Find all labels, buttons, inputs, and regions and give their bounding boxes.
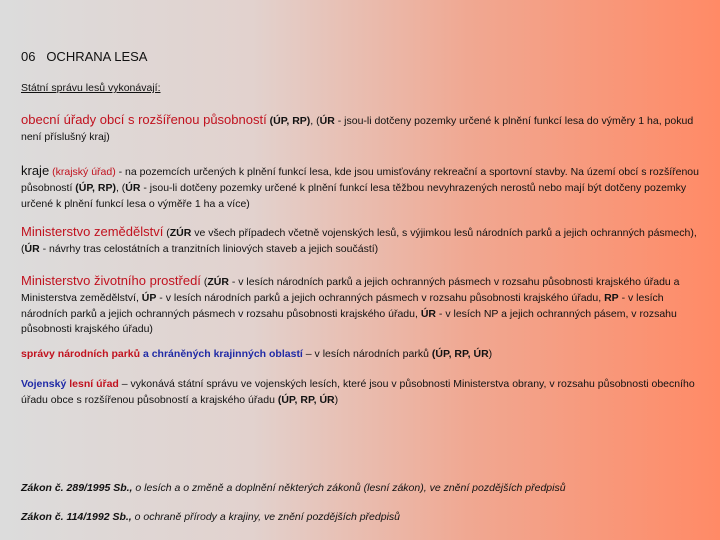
item-abbr: ÚR (420, 307, 436, 320)
item-text: - v lesích národních parků a jejich ochranných pásmech v rozsahu působnosti krajského úřadu, (156, 291, 605, 304)
item-text: ) (488, 348, 493, 360)
item-ministerstvo-zivotniho-prostredi (21, 271, 701, 338)
item-abbr: RP (604, 291, 619, 304)
law-desc: o ochraně přírody a krajiny, ve znění pozdějších předpisů (131, 511, 400, 523)
law-reference (21, 511, 400, 523)
item-spravy-narodnich-parku (21, 347, 701, 363)
item-abbr: (ÚP, RP, ÚR (431, 348, 489, 360)
item-text: , ( (115, 181, 126, 194)
item-name: správy národních parků (21, 348, 141, 360)
item-name: obecní úřady obcí s rozšířenou působností (21, 112, 267, 127)
item-text: ve všech případech včetně vojenských lesů, s výjimkou lesů národních parků a jejich ochranných pásmech), ( (21, 227, 697, 255)
item-abbr: (ÚP, RP, ÚR (277, 393, 335, 406)
law-ref: Zákon č. 114/1992 Sb., (21, 511, 132, 523)
item-abbr: ÚR (24, 242, 40, 255)
item-abbr: (ÚP, RP) (75, 181, 116, 194)
item-text: - jsou-li dotčeny pozemky určené k plnění funkcí lesa do výměry 1 ha, pokud není příslušný kraj) (21, 115, 694, 143)
item-abbr: (ÚP, RP) (269, 115, 311, 127)
item-text: - návrhy tras celostátních a tranzitních liniových staveb a jejich součástí) (39, 242, 379, 255)
intro-text: Státní správu lesů vykonávají: (21, 82, 161, 94)
item-text: – v lesích národních parků (302, 348, 432, 360)
item-obecni-urady (21, 110, 701, 146)
item-sub: (krajský úřad) (52, 166, 116, 178)
law-desc: o lesích a o změně a doplnění některých zákonů (lesní zákon), ve znění pozdějších předpisů (132, 482, 566, 494)
item-text: , ( (310, 115, 320, 127)
item-name: Ministerstvo životního prostředí (21, 273, 201, 288)
item-name: Vojenský (21, 378, 67, 390)
item-abbr: ÚR (125, 181, 141, 194)
item-abbr: ZÚR (169, 227, 192, 239)
item-kraje (21, 161, 701, 212)
item-vojensky-lesni-urad (21, 377, 701, 409)
item-text: - jsou-li dotčeny pozemky určené k plnění funkcí lesa těžbou nevyhrazených nerostů nebo mají být dotčeny pozemky určené k plnění funkcí lesa o výměře 1 ha a více) (21, 181, 687, 210)
page-title (21, 49, 147, 64)
item-name: kraje (21, 163, 50, 178)
item-text: - v lesích národních parků a jejich ochranných pásmech v rozsahu působnosti krajského úřadu, (21, 291, 664, 320)
item-name: lesní úřad (66, 378, 119, 390)
item-text: - v lesích NP a jejich ochranných pásem, v rozsahu působnosti krajského úřadu) (21, 307, 677, 336)
law-reference (21, 482, 566, 494)
item-text: - na pozemcích určených k plnění funkcí lesa, kde jsou umisťovány rekreační a sportovní stavby. Na území obcí s rozšířenou působností (21, 166, 699, 194)
item-abbr: ZÚR (207, 276, 229, 288)
item-text: – vykonává státní správu ve vojenských lesích, které jsou v působnosti Ministerstva obrany, v rozsahu působnosti obecního úřadu obce s rozšířenou působností a krajského úřadu (21, 378, 695, 406)
item-text: ( (200, 276, 208, 288)
item-ministerstvo-zemedelstvi (21, 222, 701, 258)
section-title: OCHRANA LESA (46, 49, 148, 64)
item-text: ( (163, 227, 170, 239)
law-ref: Zákon č. 289/1995 Sb., (21, 482, 133, 494)
item-name: Ministerstvo zemědělství (21, 224, 164, 239)
item-abbr: ÚR (319, 115, 335, 127)
item-abbr: ÚP (141, 291, 157, 304)
item-text: - v lesích národních parků a jejich ochranných pásmech v rozsahu působnosti krajského úřadu a Ministerstva zemědělství, (21, 276, 680, 304)
item-name: a chráněných krajinných oblastí (140, 348, 303, 360)
item-text: ) (334, 393, 339, 406)
section-number: 06 (21, 49, 36, 64)
